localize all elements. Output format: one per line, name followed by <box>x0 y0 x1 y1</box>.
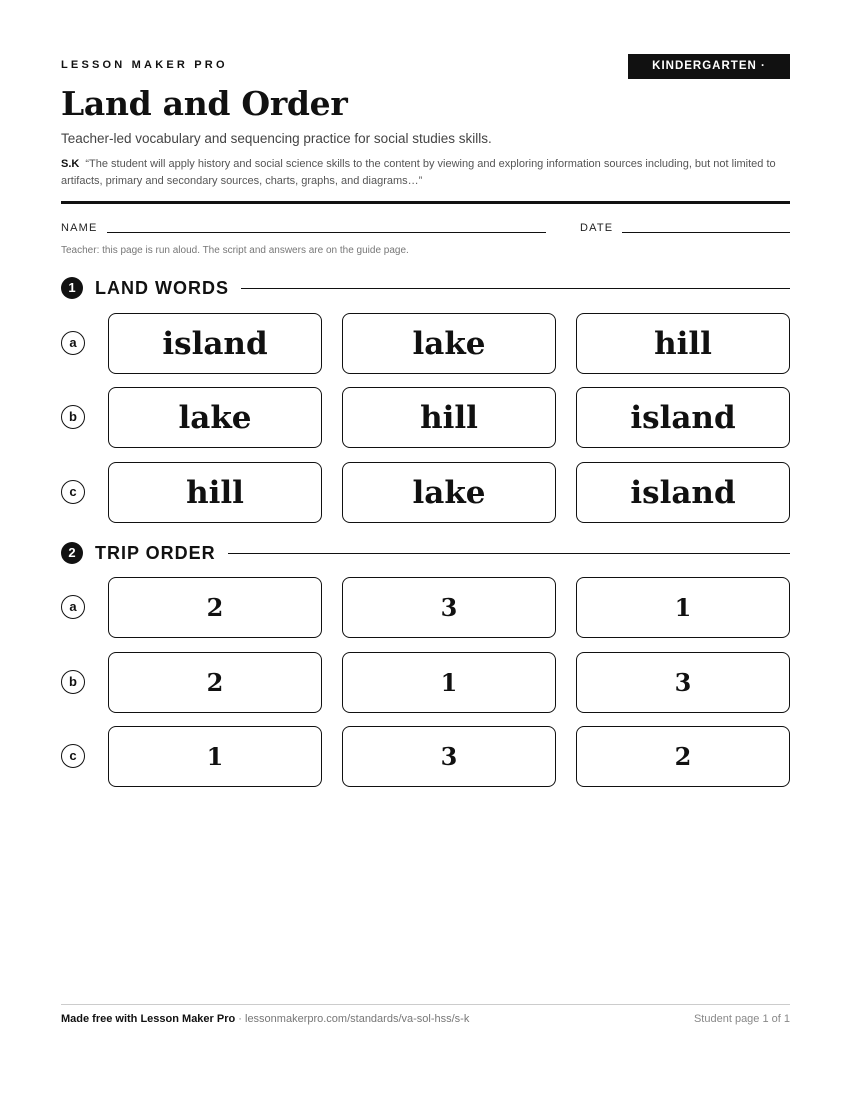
date-label: DATE <box>580 222 614 234</box>
header-divider <box>61 201 790 204</box>
number-card[interactable]: 3 <box>342 577 556 638</box>
row-letter: a <box>61 595 85 619</box>
number-card[interactable]: 2 <box>108 652 322 713</box>
word-card[interactable]: hill <box>108 462 322 523</box>
page-subtitle: Teacher-led vocabulary and sequencing practice for social studies skills. <box>61 131 492 146</box>
date-field[interactable] <box>622 232 790 233</box>
number-card[interactable]: 1 <box>108 726 322 787</box>
page-title: Land and Order <box>61 84 348 123</box>
section-land-words <box>61 276 790 300</box>
land-words-row-b <box>61 387 790 449</box>
section-number: 2 <box>61 542 83 564</box>
number-card[interactable]: 3 <box>576 652 790 713</box>
row-letter: a <box>61 331 85 355</box>
row-letter: c <box>61 744 85 768</box>
name-label: NAME <box>61 222 98 234</box>
grade-badge: KINDERGARTEN · S.K <box>628 54 790 79</box>
number-card[interactable]: 2 <box>576 726 790 787</box>
number-card[interactable]: 3 <box>342 726 556 787</box>
name-date-row <box>61 222 790 238</box>
section-trip-order <box>61 541 790 565</box>
brand-name: LESSON MAKER PRO <box>61 59 228 71</box>
trip-order-row-c <box>61 726 790 788</box>
worksheet-page <box>61 0 790 1100</box>
word-card[interactable]: lake <box>342 313 556 374</box>
footer-url[interactable]: · lessonmakerpro.com/standards/va-sol-hss/s-k <box>235 1013 470 1025</box>
row-letter: b <box>61 405 85 429</box>
footer-made-with: Made free with Lesson Maker Pro <box>61 1013 236 1025</box>
name-field[interactable] <box>107 232 546 233</box>
word-card[interactable]: island <box>576 387 790 448</box>
trip-order-row-a <box>61 577 790 639</box>
land-words-row-c <box>61 462 790 524</box>
section-title: LAND WORDS <box>95 276 241 300</box>
number-card[interactable]: 2 <box>108 577 322 638</box>
row-letter: b <box>61 670 85 694</box>
standard-text: “The student will apply history and social science skills to the content by viewing and exploring information sources including, but not limited to artifacts, primary and secondary sources, charts, graphs, and diagrams…” <box>61 158 776 187</box>
number-card[interactable]: 1 <box>576 577 790 638</box>
land-words-row-a <box>61 313 790 375</box>
footer-credit <box>61 1013 469 1025</box>
standard-code: S.K <box>61 158 80 170</box>
section-title: TRIP ORDER <box>95 541 228 565</box>
word-card[interactable]: hill <box>576 313 790 374</box>
word-card[interactable]: lake <box>342 462 556 523</box>
footer-page-label: Student page 1 of 1 <box>693 1013 790 1025</box>
number-card[interactable]: 1 <box>342 652 556 713</box>
standard-description <box>61 156 790 190</box>
row-letter: c <box>61 480 85 504</box>
word-card[interactable]: lake <box>108 387 322 448</box>
teacher-note: Teacher: this page is run aloud. The script and answers are on the guide page. <box>61 245 409 256</box>
word-card[interactable]: island <box>576 462 790 523</box>
footer-divider <box>61 1004 790 1005</box>
word-card[interactable]: island <box>108 313 322 374</box>
word-card[interactable]: hill <box>342 387 556 448</box>
section-number: 1 <box>61 277 83 299</box>
trip-order-row-b <box>61 652 790 714</box>
